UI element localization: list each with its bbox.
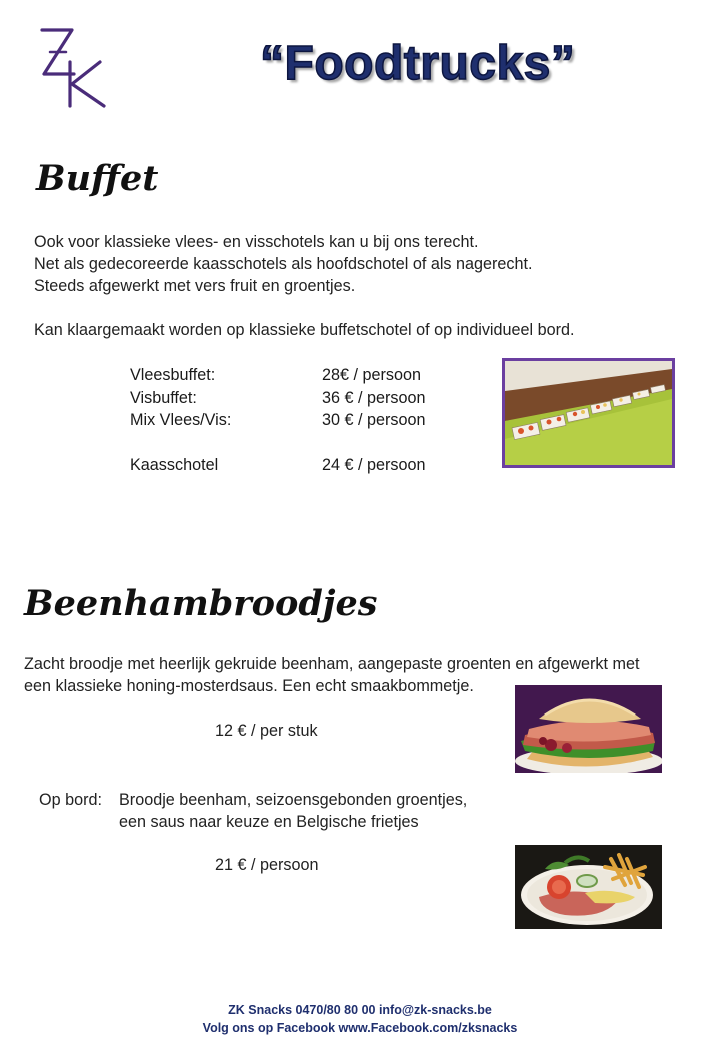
- price-single: 12 € / per stuk: [215, 722, 318, 740]
- price-row: [130, 409, 426, 432]
- buffet-paragraph-line: Ook voor klassieke vlees- en visschotels kan u bij ons terecht.: [34, 233, 479, 251]
- plate-photo: [515, 845, 662, 929]
- op-bord-description: [119, 789, 467, 833]
- sandwich-photo: [515, 685, 662, 773]
- beenham-heading: Beenhambroodjes: [24, 583, 378, 624]
- price-item-name: Mix Vlees/Vis:: [130, 411, 232, 429]
- buffet-note: Kan klaargemaakt worden op klassieke buffetschotel of op individueel bord.: [34, 321, 575, 339]
- price-row: [130, 387, 426, 410]
- buffet-price-list: [130, 364, 426, 477]
- zk-logo: [30, 22, 120, 114]
- price-item-value: 30 € / persoon: [322, 411, 426, 429]
- price-row-spacer: [130, 432, 426, 455]
- price-plate: 21 € / persoon: [215, 856, 319, 874]
- footer-contact: ZK Snacks 0470/80 80 00 info@zk-snacks.be: [228, 1003, 492, 1017]
- op-bord-line: een saus naar keuze en Belgische frietjes: [119, 813, 419, 831]
- price-row: [130, 454, 426, 477]
- price-item-value: 24 € / persoon: [322, 456, 426, 474]
- buffet-paragraph: [34, 231, 533, 297]
- buffet-paragraph-line: Net als gedecoreerde kaasschotels als hoofdschotel of als nagerecht.: [34, 255, 533, 273]
- price-item-name: Visbuffet:: [130, 388, 197, 407]
- price-row: [130, 364, 426, 387]
- price-item-name: Kaasschotel: [130, 456, 219, 474]
- buffet-paragraph-line: Steeds afgewerkt met vers fruit en groentjes.: [34, 277, 356, 295]
- page-title: “Foodtrucks”: [260, 37, 576, 90]
- op-bord-line: Broodje beenham, seizoensgebonden groentjes,: [119, 791, 468, 809]
- buffet-heading: Buffet: [36, 158, 159, 199]
- price-item-name: Vleesbuffet:: [130, 366, 216, 384]
- op-bord-label: Op bord:: [39, 791, 102, 809]
- buffet-photo: [502, 358, 675, 468]
- price-item-value: 36 € / persoon: [322, 388, 426, 407]
- price-item-value: 28€ / persoon: [322, 366, 421, 384]
- footer-facebook: Volg ons op Facebook www.Facebook.com/zksnacks: [202, 1021, 518, 1035]
- beenham-paragraph-line: een klassieke honing-mosterdsaus. Een echt smaakbommetje.: [24, 677, 474, 695]
- beenham-paragraph-line: Zacht broodje met heerlijk gekruide beenham, aangepaste groenten en afgewerkt met: [24, 655, 640, 673]
